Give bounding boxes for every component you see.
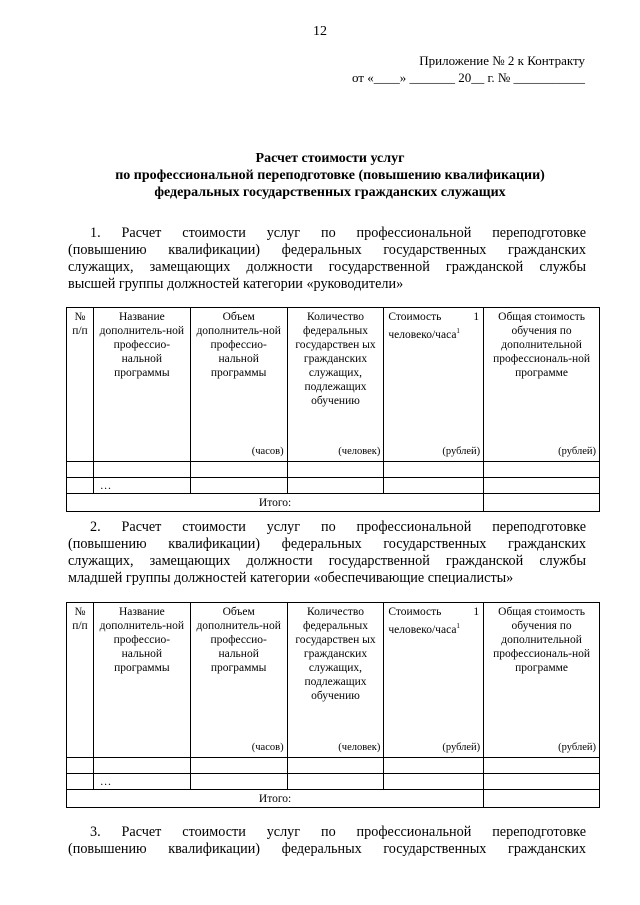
- unit-label: (рублей): [558, 742, 596, 753]
- appendix-label: Приложение № 2 к Контракту: [419, 53, 585, 68]
- appendix-contract-line: от «____» _______ 20__ г. № ___________: [351, 70, 585, 85]
- table-row: [67, 462, 600, 478]
- total-label: Итого:: [67, 790, 484, 808]
- header-total-cost: Общая стоимость обучения по дополнительной профессиональ-ной программе (рублей): [484, 308, 600, 462]
- section-3-paragraph: [68, 824, 586, 858]
- unit-label: (рублей): [442, 446, 481, 457]
- table-row: [67, 774, 600, 790]
- paragraph-line: служащих, замещающих должности государственной гражданской службы: [68, 553, 586, 569]
- header-cost-per-hour: Стоимость 1 человеко/часа$^1$ (рублей): [384, 308, 484, 462]
- header-total-cost: Общая стоимость обучения по дополнительной профессиональ-ной программе (рублей): [484, 603, 600, 758]
- header-number: № п/п: [67, 603, 94, 758]
- paragraph-line: младшей группы должностей категории «обеспечивающие специалисты»: [68, 570, 514, 586]
- paragraph-line: (повышению квалификации) федеральных государственных гражданских: [68, 536, 586, 552]
- header-cost-per-hour: Стоимость 1 человеко/часа$^1$ (рублей): [384, 603, 484, 758]
- header-number: № п/п: [67, 308, 94, 462]
- total-label: Итого:: [67, 494, 484, 512]
- table-row: [67, 478, 600, 494]
- cost-table-2: [66, 602, 600, 808]
- paragraph-line: высшей группы должностей категории «руководители»: [68, 276, 404, 292]
- unit-label: (человек): [338, 742, 381, 753]
- paragraph-line: (повышению квалификации) федеральных государственных гражданских: [68, 841, 586, 857]
- paragraph-line: 2. Расчет стоимости услуг по профессиональной переподготовке: [90, 519, 586, 535]
- document-title: [60, 150, 600, 201]
- unit-label: (часов): [251, 742, 284, 753]
- header-program-volume: Объем дополнитель-ной профессио-нальной программы (часов): [190, 603, 287, 758]
- ellipsis-cell: …: [93, 774, 190, 790]
- unit-label: (рублей): [442, 742, 481, 753]
- unit-label: (часов): [251, 446, 284, 457]
- ellipsis-cell: …: [93, 478, 190, 494]
- unit-label: (человек): [338, 446, 381, 457]
- page-number: 12: [313, 24, 327, 39]
- section-1-paragraph: [68, 225, 586, 293]
- section-2-paragraph: [68, 519, 586, 587]
- paragraph-line: 1. Расчет стоимости услуг по профессиональной переподготовке: [90, 225, 586, 241]
- header-employee-count: Количество федеральных государствен ых гражданских служащих, подлежащих обучению (человек): [287, 603, 384, 758]
- total-row: [67, 790, 600, 808]
- cost-table-1: [66, 307, 600, 512]
- title-line: Расчет стоимости услуг: [255, 151, 405, 166]
- table-row: [67, 758, 600, 774]
- title-line: по профессиональной переподготовке (повышению квалификации): [115, 168, 545, 183]
- total-row: [67, 494, 600, 512]
- unit-label: (рублей): [558, 446, 596, 457]
- paragraph-line: (повышению квалификации) федеральных государственных гражданских: [68, 242, 586, 258]
- paragraph-line: 3. Расчет стоимости услуг по профессиональной переподготовке: [90, 824, 586, 840]
- title-line: федеральных государственных гражданских служащих: [154, 185, 506, 200]
- header-program-volume: Объем дополнитель-ной профессио-нальной программы (часов): [190, 308, 287, 462]
- header-program-name: Название дополнитель-ной профессио-нальной программы: [93, 308, 190, 462]
- header-program-name: Название дополнитель-ной профессио-нальной программы: [93, 603, 190, 758]
- paragraph-line: служащих, замещающих должности государственной гражданской службы: [68, 259, 586, 275]
- header-employee-count: Количество федеральных государствен ых гражданских служащих, подлежащих обучению (человек): [287, 308, 384, 462]
